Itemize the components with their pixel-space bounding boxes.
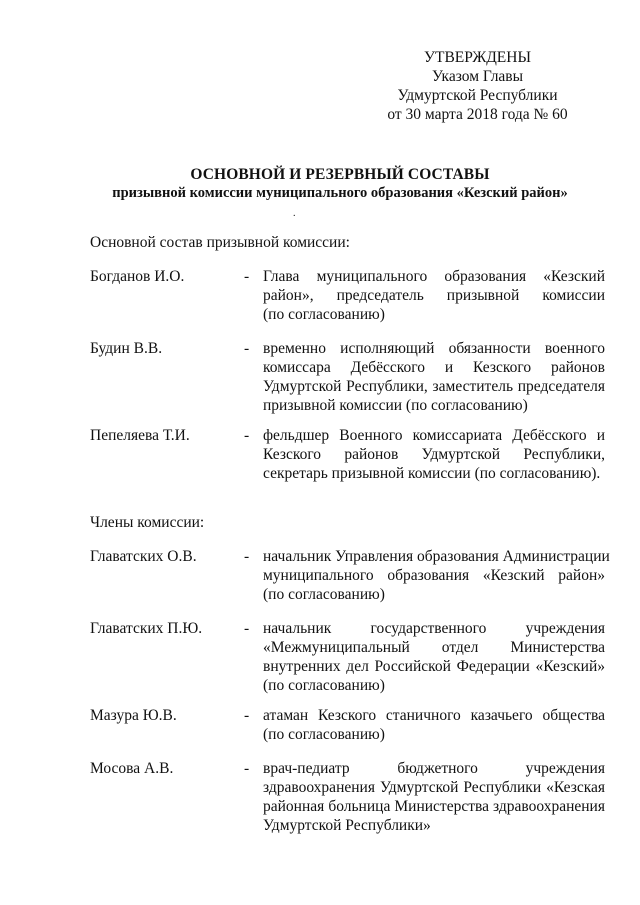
member-role — [263, 547, 610, 604]
stray-dot: . — [293, 208, 296, 219]
approval-stamp — [360, 48, 595, 124]
role-line: Глава муниципального образования «Кезский — [263, 268, 605, 285]
dash: - — [244, 620, 250, 637]
title-main: ОСНОВНОЙ И РЕЗЕРВНЫЙ СОСТАВЫ — [190, 166, 490, 183]
role-line: (по согласованию) — [263, 677, 385, 694]
role-line: комиссара Дебёсского и Кезского районов — [263, 359, 605, 376]
dash: - — [244, 340, 250, 357]
approval-line: Удмуртской Республики — [397, 87, 558, 104]
member-role — [263, 339, 605, 415]
member-role — [263, 619, 605, 695]
role-line: атаман Кезского станичного казачьего общества — [263, 707, 605, 724]
dash: - — [244, 760, 250, 777]
role-line: Удмуртской Республики, заместитель председателя — [263, 378, 605, 395]
section-main-composition: Основной состав призывной комиссии: — [90, 234, 350, 251]
approval-line: Указом Главы — [431, 68, 524, 85]
role-line: призывной комиссии (по согласованию) — [263, 397, 528, 414]
role-line: Удмуртской Республики» — [263, 817, 431, 834]
member-name: Главатских О.В. — [90, 548, 197, 565]
approval-line: от 30 марта 2018 года № 60 — [387, 106, 568, 123]
member-name: Мазура Ю.В. — [90, 707, 177, 724]
role-line: Кезского районов Удмуртской Республики, — [263, 446, 605, 463]
role-line: районная больница Министерства здравоохранения — [263, 798, 605, 815]
document-title — [40, 165, 640, 203]
role-line: (по согласованию) — [263, 586, 385, 603]
role-line: начальник Управления образования Администрации — [263, 548, 610, 565]
member-name: Пепеляева Т.И. — [90, 427, 190, 444]
dash: - — [244, 548, 250, 565]
member-name: Главатских П.Ю. — [90, 620, 203, 637]
title-subtitle: призывной комиссии муниципального образования «Кезский район» — [112, 185, 568, 201]
member-role — [263, 267, 605, 324]
role-line: (по согласованию) — [263, 306, 385, 323]
dash: - — [244, 707, 250, 724]
member-role — [263, 706, 605, 744]
role-line: внутренних дел Российской Федерации «Кезский» — [263, 658, 605, 675]
role-line: фельдшер Военного комиссариата Дебёсского и — [263, 427, 605, 444]
role-line: «Межмуниципальный отдел Министерства — [263, 639, 605, 656]
role-line: врач-педиатр бюджетного учреждения — [263, 760, 605, 777]
member-name: Богданов И.О. — [90, 268, 185, 285]
role-line: начальник государственного учреждения — [263, 620, 605, 637]
dash: - — [244, 427, 250, 444]
member-role — [263, 759, 605, 835]
section-members: Члены комиссии: — [90, 514, 205, 531]
approval-line: УТВЕРЖДЕНЫ — [424, 49, 531, 66]
member-role — [263, 426, 605, 483]
role-line: временно исполняющий обязанности военного — [263, 340, 605, 357]
role-line: район», председатель призывной комиссии — [263, 287, 605, 304]
role-line: здравоохранения Удмуртской Республики «Кезская — [263, 779, 605, 796]
member-name: Будин В.В. — [90, 340, 163, 357]
role-line: муниципального образования «Кезский район» — [263, 567, 605, 584]
role-line: (по согласованию) — [263, 726, 385, 743]
member-name: Мосова А.В. — [90, 760, 174, 777]
dash: - — [244, 268, 250, 285]
role-line: секретарь призывной комиссии (по согласованию). — [263, 465, 601, 482]
